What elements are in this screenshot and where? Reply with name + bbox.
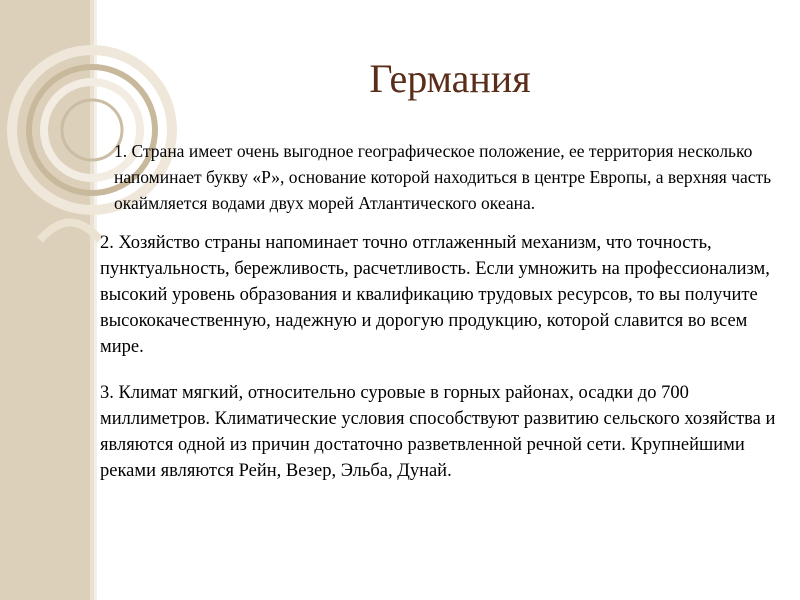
slide-body xyxy=(100,138,780,504)
paragraph-2: 2. Хозяйство страны напоминает точно отглаженный механизм, что точность, пунктуальность, бережливость, расчетливость. Если умножить на профессионализм, высокий уровень образования и квалификацию трудовых ресурсов, то вы получите высококачественную, надежную и дорогую продукцию, которой славится во всем мире. xyxy=(100,233,770,357)
slide-title: Германия xyxy=(369,56,531,101)
paragraph-3: 3. Климат мягкий, относительно суровые в горных районах, осадки до 700 миллиметров. Климатические условия способствуют развитию сельского хозяйства и являются одной из причин достаточно разветвленной речной сети. Крупнейшими реками являются Рейн, Везер, Эльба, Дунай. xyxy=(100,383,776,481)
paragraph-1: 1. Страна имеет очень выгодное географическое положение, ее территория несколько напоминает букву «Р», основание которой находиться в центре Европы, а верхняя часть окаймляется водами двух морей Атлантического океана. xyxy=(114,141,772,213)
